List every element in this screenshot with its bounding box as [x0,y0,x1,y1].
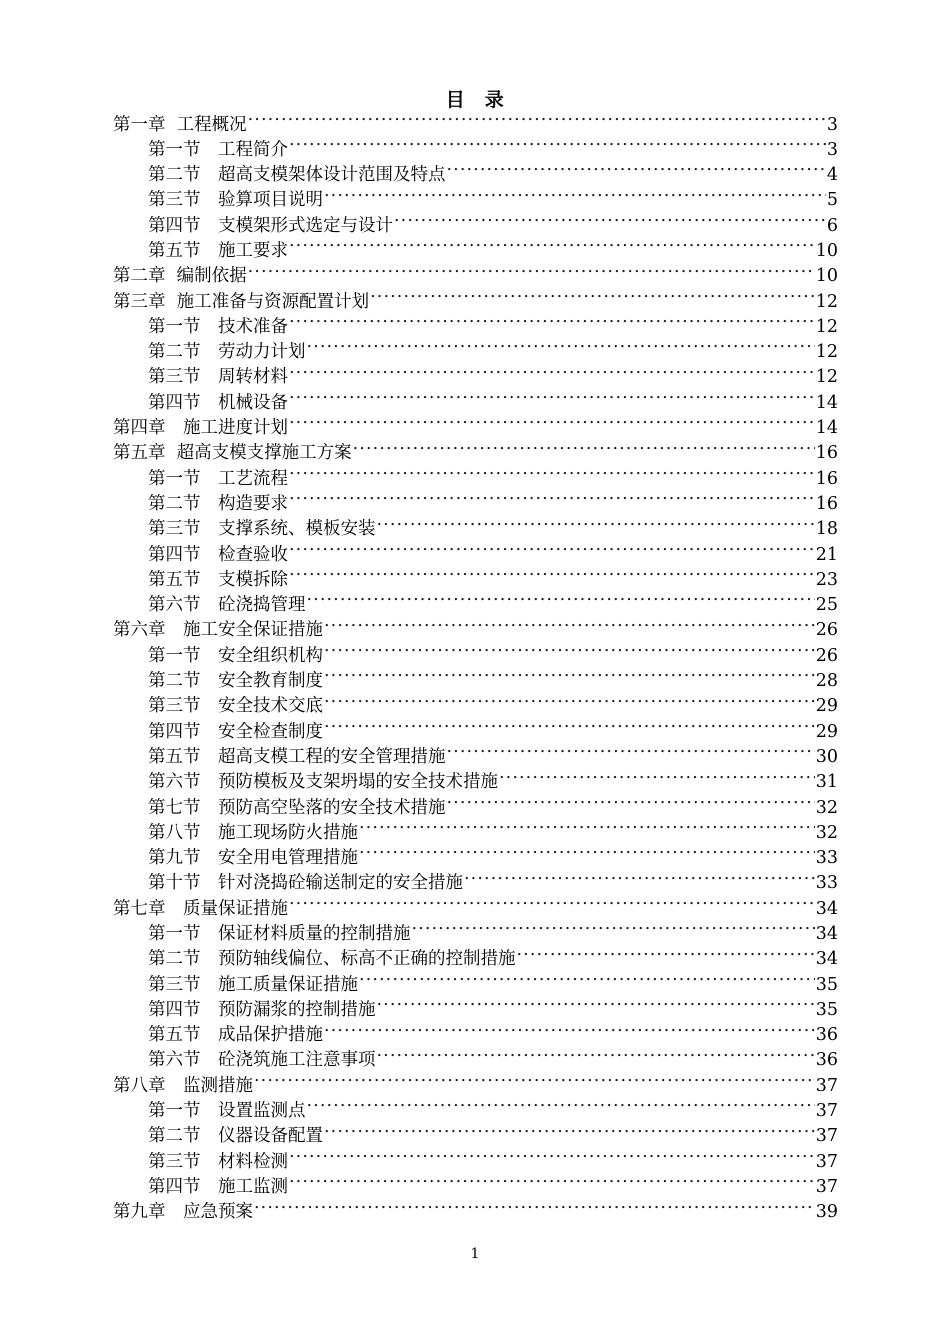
toc-entry-label: 第五节 成品保护措施 [148,1025,323,1046]
toc-dot-leader [447,795,815,813]
toc-section-entry[interactable] [113,340,838,365]
toc-dot-leader [248,112,826,130]
toc-entry-page-number: 34 [815,898,838,919]
toc-entry-page-number: 35 [815,974,838,995]
toc-dot-leader [289,390,815,408]
toc-section-entry[interactable] [113,314,838,339]
toc-entry-label: 第三节 材料检测 [148,1151,288,1172]
toc-section-entry[interactable] [113,491,838,516]
toc-entry-page-number: 14 [815,418,838,439]
toc-dot-leader [464,871,815,889]
toc-section-entry[interactable] [113,795,838,820]
toc-dot-leader [324,1124,815,1142]
toc-entry-label: 第六节 预防模板及支架坍塌的安全技术措施 [148,772,498,793]
toc-entry-label: 第二节 构造要求 [148,493,288,514]
toc-dot-leader [289,896,815,914]
toc-entry-label: 第五章 超高支模支撑施工方案 [113,443,352,464]
toc-chapter-entry[interactable] [113,289,838,314]
toc-entry-page-number: 34 [815,949,838,970]
page-title: 目 录 [445,89,505,111]
toc-section-entry[interactable] [113,390,838,415]
toc-entry-page-number: 29 [815,696,838,717]
toc-dot-leader [307,340,815,358]
toc-section-entry[interactable] [113,744,838,769]
toc-entry-page-number: 36 [815,1025,838,1046]
toc-section-entry[interactable] [113,466,838,491]
toc-section-entry[interactable] [113,694,838,719]
toc-chapter-entry[interactable] [113,618,838,643]
toc-section-entry[interactable] [113,137,838,162]
toc-entry-page-number: 28 [815,671,838,692]
toc-dot-leader [289,542,815,560]
toc-entry-label: 第六章 施工安全保证措施 [113,620,323,641]
toc-dot-leader [394,213,826,231]
toc-dot-leader [289,238,815,256]
toc-chapter-entry[interactable] [113,416,838,441]
toc-entry-page-number: 23 [815,569,838,590]
toc-section-entry[interactable] [113,871,838,896]
toc-entry-page-number: 3 [826,139,838,160]
toc-entry-page-number: 34 [815,924,838,944]
toc-entry-label: 第三节 安全技术交底 [148,696,323,717]
toc-entry-label: 第八节 施工现场防火措施 [148,822,358,843]
toc-dot-leader [289,314,815,332]
toc-dot-leader [359,972,815,990]
toc-section-entry[interactable] [113,643,838,668]
toc-entry-label: 第五节 超高支模工程的安全管理措施 [148,746,446,767]
toc-chapter-entry[interactable] [113,1200,838,1225]
toc-dot-leader [412,922,815,940]
toc-entry-label: 第一节 技术准备 [148,316,288,337]
toc-entry-page-number: 31 [815,772,838,793]
toc-entry-label: 第五节 施工要求 [148,240,288,261]
toc-entry-label: 第二节 仪器设备配置 [148,1126,323,1147]
toc-dot-leader [377,1048,815,1066]
toc-entry-page-number: 35 [815,999,838,1020]
toc-section-entry[interactable] [113,947,838,972]
toc-entry-label: 第一章 工程概况 [113,114,247,135]
toc-entry-label: 第四节 施工监测 [148,1176,288,1197]
toc-dot-leader [447,163,826,181]
toc-entry-page-number: 16 [815,443,838,464]
toc-entry-label: 第二节 预防轴线偏位、标高不正确的控制措施 [148,949,516,970]
toc-section-entry[interactable] [113,1174,838,1199]
toc-section-entry[interactable] [113,846,838,871]
toc-entry-page-number: 30 [815,746,838,767]
toc-dot-leader [254,1073,815,1091]
toc-section-entry[interactable] [113,542,838,567]
toc-entry-page-number: 37 [815,1126,838,1147]
toc-entry-label: 第七章 质量保证措施 [113,898,288,919]
toc-section-entry[interactable] [113,922,838,947]
toc-section-entry[interactable] [113,593,838,618]
toc-entry-page-number: 6 [826,215,838,236]
toc-section-entry[interactable] [113,238,838,263]
toc-entry-page-number: 37 [815,1075,838,1096]
toc-entry-label: 第四节 安全检查制度 [148,721,323,742]
toc-section-entry[interactable] [113,669,838,694]
toc-entry-label: 第二章 编制依据 [113,266,247,287]
toc-entry-page-number: 32 [815,822,838,843]
toc-entry-page-number: 10 [815,240,838,261]
toc-entry-page-number: 4 [826,165,838,186]
toc-entry-label: 第一节 安全组织机构 [148,645,323,666]
toc-entry-label: 第三章 施工准备与资源配置计划 [113,291,370,312]
toc-entry-label: 第六节 砼浇筑施工注意事项 [148,1050,376,1071]
toc-section-entry[interactable] [113,1149,838,1174]
toc-section-entry[interactable] [113,188,838,213]
toc-entry-label: 第十节 针对浇捣砼输送制定的安全措施 [148,873,463,894]
toc-dot-leader [377,517,815,535]
toc-entry-label: 第四节 预防漏浆的控制措施 [148,999,376,1020]
toc-dot-leader [307,593,815,611]
toc-dot-leader [289,466,815,484]
toc-dot-leader [359,846,815,864]
toc-entry-page-number: 29 [815,721,838,742]
toc-dot-leader [517,947,815,965]
toc-section-entry[interactable] [113,997,838,1022]
toc-entry-label: 第六节 砼浇捣管理 [148,595,306,616]
toc-entry-label: 第三节 周转材料 [148,367,288,388]
toc-dot-leader [324,694,815,712]
toc-dot-leader [289,416,815,434]
toc-dot-leader [289,567,815,585]
toc-dot-leader [289,137,826,155]
toc-dot-leader [254,1200,815,1218]
toc-section-entry[interactable] [113,567,838,592]
toc-entry-page-number: 21 [815,544,838,565]
toc-chapter-entry[interactable] [113,896,838,921]
toc-dot-leader [324,188,826,206]
toc-entry-page-number: 3 [826,114,838,135]
toc-chapter-entry[interactable] [113,112,838,137]
toc-entry-page-number: 25 [815,595,838,616]
toc-entry-label: 第二节 超高支模架体设计范围及特点 [148,165,446,186]
toc-entry-page-number: 26 [815,620,838,641]
toc-entry-page-number: 5 [826,190,838,211]
toc-entry-label: 第四节 支模架形式选定与设计 [148,215,393,236]
toc-entry-label: 第四章 施工进度计划 [113,418,288,439]
toc-section-entry[interactable] [113,972,838,997]
toc-entry-label: 第四节 机械设备 [148,392,288,413]
toc-section-entry[interactable] [113,163,838,188]
toc-entry-label: 第一节 工程简介 [148,139,288,160]
toc-dot-leader [324,719,815,737]
toc-entry-label: 第三节 施工质量保证措施 [148,974,358,995]
toc-entry-page-number: 33 [815,848,838,869]
toc-entry-page-number: 18 [815,519,838,540]
toc-entry-label: 第三节 支撑系统、模板安装 [148,519,376,540]
toc-entry-label: 第二节 安全教育制度 [148,671,323,692]
page-number-footer: 1 [470,1246,480,1262]
toc-entry-label: 第一节 设置监测点 [148,1101,306,1122]
toc-entry-label: 第二节 劳动力计划 [148,342,306,363]
toc-section-entry[interactable] [113,1124,838,1149]
toc-dot-leader [324,618,815,636]
toc-section-entry[interactable] [113,365,838,390]
toc-entry-label: 第九章 应急预案 [113,1202,253,1223]
toc-entry-page-number: 10 [815,266,838,287]
toc-dot-leader [248,264,815,282]
toc-section-entry[interactable] [113,213,838,238]
toc-entry-page-number: 12 [815,316,838,337]
toc-entry-page-number: 14 [815,392,838,413]
toc-entry-page-number: 33 [815,873,838,894]
toc-entry-label: 第八章 监测措施 [113,1075,253,1096]
toc-dot-leader [353,441,815,459]
toc-entry-page-number: 26 [815,645,838,666]
toc-entry-label: 第九节 安全用电管理措施 [148,848,358,869]
toc-entry-label: 第一节 工艺流程 [148,468,288,489]
toc-dot-leader [289,491,815,509]
toc-dot-leader [499,770,815,788]
table-of-contents [113,112,838,1225]
toc-dot-leader [289,365,815,383]
toc-section-entry[interactable] [113,820,838,845]
toc-chapter-entry[interactable] [113,264,838,289]
toc-entry-page-number: 39 [815,1202,838,1223]
toc-entry-page-number: 37 [815,1151,838,1172]
toc-entry-label: 第五节 支模拆除 [148,569,288,590]
toc-entry-page-number: 37 [815,1176,838,1197]
toc-chapter-entry[interactable] [113,441,838,466]
toc-entry-page-number: 36 [815,1050,838,1071]
toc-dot-leader [370,289,815,307]
toc-entry-page-number: 12 [815,367,838,388]
toc-section-entry[interactable] [113,517,838,542]
toc-dot-leader [324,1023,815,1041]
toc-dot-leader [324,643,815,661]
toc-dot-leader [307,1099,815,1117]
toc-section-entry[interactable] [113,1023,838,1048]
toc-dot-leader [289,1149,815,1167]
toc-section-entry[interactable] [113,1048,838,1073]
toc-dot-leader [447,744,815,762]
toc-dot-leader [377,997,815,1015]
toc-section-entry[interactable] [113,770,838,795]
toc-entry-page-number: 37 [815,1101,838,1122]
toc-entry-page-number: 32 [815,797,838,818]
toc-section-entry[interactable] [113,719,838,744]
toc-entry-page-number: 12 [815,291,838,312]
toc-entry-page-number: 12 [815,342,838,363]
toc-entry-page-number: 16 [815,493,838,514]
toc-dot-leader [324,669,815,687]
toc-dot-leader [359,820,815,838]
toc-entry-label: 第一节 保证材料质量的控制措施 [148,924,411,944]
toc-entry-label: 第三节 验算项目说明 [148,190,323,211]
toc-entry-label: 第七节 预防高空坠落的安全技术措施 [148,797,446,818]
toc-entry-page-number: 16 [815,468,838,489]
toc-dot-leader [289,1174,815,1192]
toc-section-entry[interactable] [113,1099,838,1124]
toc-chapter-entry[interactable] [113,1073,838,1098]
toc-entry-label: 第四节 检查验收 [148,544,288,565]
